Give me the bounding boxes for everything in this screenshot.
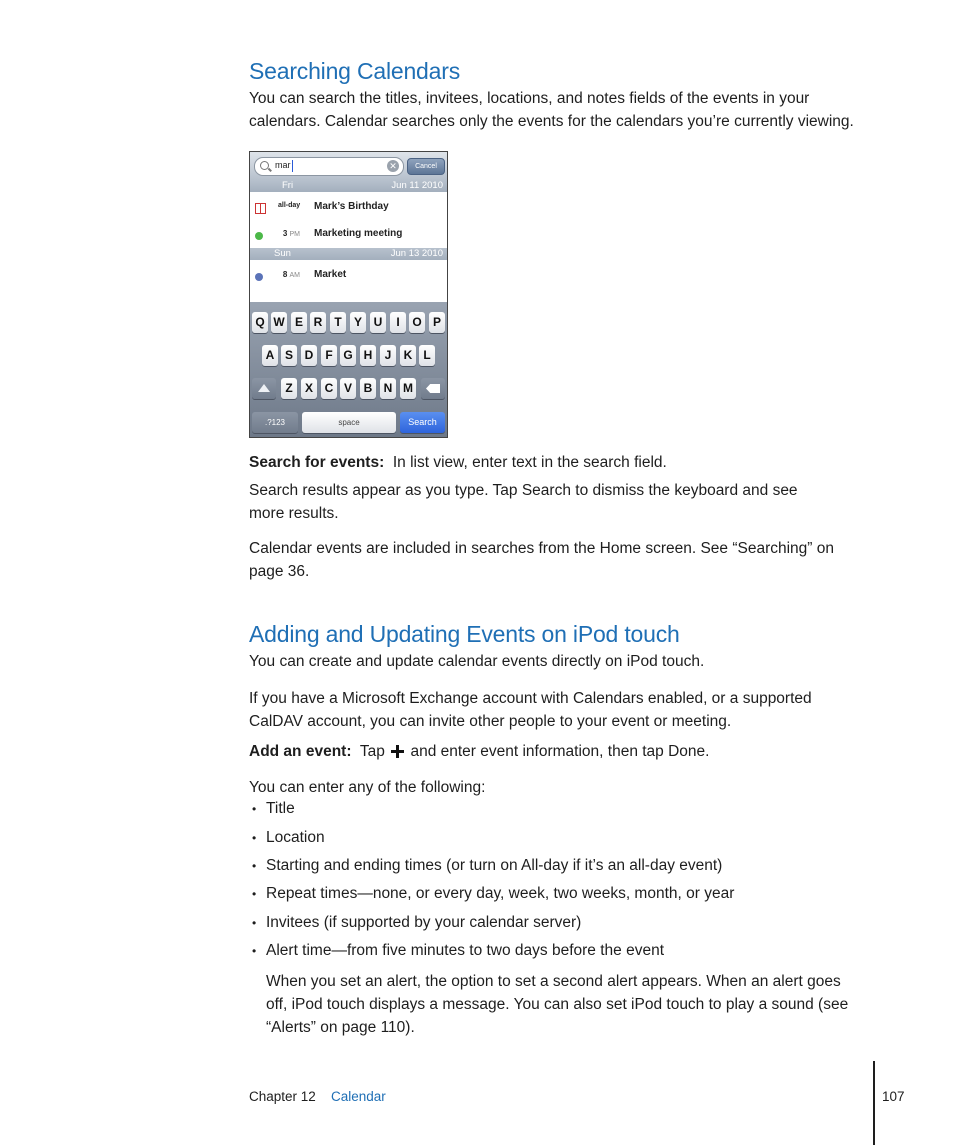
day-header-day: Sun <box>274 248 291 259</box>
exchange-line-1: If you have a Microsoft Exchange account with Calendars enabled, or a supported <box>249 690 812 707</box>
key-r[interactable]: R <box>310 312 326 333</box>
key-n[interactable]: N <box>380 378 396 399</box>
key-m[interactable]: M <box>400 378 416 399</box>
key-q[interactable]: Q <box>252 312 268 333</box>
add-event-post: and enter event information, then tap Done. <box>410 743 710 760</box>
key-g[interactable]: G <box>340 345 356 366</box>
key-e[interactable]: E <box>291 312 307 333</box>
key-y[interactable]: Y <box>350 312 366 333</box>
calendar-color-dot <box>255 232 263 240</box>
key-a[interactable]: A <box>262 345 278 366</box>
key-w[interactable]: W <box>271 312 287 333</box>
key-u[interactable]: U <box>370 312 386 333</box>
day-header-date: Jun 13 2010 <box>390 248 443 259</box>
any-following: You can enter any of the following: <box>249 779 486 796</box>
list-item: • Invitees (if supported by your calendar server) <box>266 914 581 932</box>
key-j[interactable]: J <box>380 345 396 366</box>
backspace-icon <box>426 384 440 393</box>
list-item: • Repeat times—none, or every day, week, two weeks, month, or year <box>266 885 734 903</box>
search-events-text: In list view, enter text in the search field. <box>392 454 667 471</box>
add-event-lead: Add an event: <box>249 743 352 760</box>
list-item: • Starting and ending times (or turn on All-day if it’s an all-day event) <box>266 857 722 875</box>
shift-key[interactable] <box>252 378 276 399</box>
numbers-key[interactable]: .?123 <box>252 412 298 433</box>
alert-line-3: “Alerts” on page 110). <box>266 1019 415 1036</box>
alert-line-1: When you set an alert, the option to set a second alert appears. When an alert goes <box>266 973 841 990</box>
key-c[interactable]: C <box>321 378 337 399</box>
footer-chapter: Chapter 12 <box>249 1089 316 1104</box>
search-input[interactable] <box>254 157 404 176</box>
key-z[interactable]: Z <box>281 378 297 399</box>
intro-line-1: You can search the titles, invitees, locations, and notes fields of the events in your <box>249 90 810 107</box>
key-l[interactable]: L <box>419 345 435 366</box>
key-t[interactable]: T <box>330 312 346 333</box>
footer-divider <box>873 1061 875 1145</box>
shift-icon <box>258 384 270 392</box>
home-line-1: Calendar events are included in searches from the Home screen. See “Searching” on <box>249 540 835 557</box>
section-heading-searching: Searching Calendars <box>249 58 460 84</box>
add-event-pre: Tap <box>359 743 385 760</box>
page-number: 107 <box>882 1089 905 1104</box>
onscreen-keyboard <box>250 302 447 437</box>
event-title: Marketing meeting <box>314 228 403 239</box>
search-bar <box>250 152 447 181</box>
key-i[interactable]: I <box>390 312 406 333</box>
search-key[interactable]: Search <box>400 412 445 433</box>
key-k[interactable]: K <box>400 345 416 366</box>
event-title: Mark’s Birthday <box>314 201 389 212</box>
list-item: • Alert time—from five minutes to two days before the event <box>266 942 664 960</box>
search-icon <box>260 161 269 170</box>
key-o[interactable]: O <box>409 312 425 333</box>
space-key[interactable]: space <box>302 412 396 433</box>
search-input-text: mar <box>275 160 291 170</box>
alert-line-2: off, iPod touch displays a message. You can also set iPod touch to play a sound (see <box>266 996 849 1013</box>
list-item: • Title <box>266 800 295 818</box>
calendar-search-screenshot <box>249 151 448 438</box>
delete-key[interactable] <box>421 378 445 399</box>
key-s[interactable]: S <box>281 345 297 366</box>
add-event-instruction <box>249 740 709 763</box>
section-heading-adding-events: Adding and Updating Events on iPod touch <box>249 621 680 647</box>
key-v[interactable]: V <box>340 378 356 399</box>
day-header-date: Jun 11 2010 <box>391 180 443 191</box>
results-line-1: Search results appear as you type. Tap Search to dismiss the keyboard and see <box>249 482 798 499</box>
intro-line-2: calendars. Calendar searches only the events for the calendars you’re currently viewing. <box>249 113 854 130</box>
day-header <box>250 180 447 192</box>
cancel-button[interactable]: Cancel <box>407 158 445 175</box>
search-events-instruction <box>249 451 667 474</box>
exchange-line-2: CalDAV account, you can invite other people to your event or meeting. <box>249 713 732 730</box>
key-p[interactable]: P <box>429 312 445 333</box>
search-events-lead: Search for events: <box>249 454 385 471</box>
results-line-2: more results. <box>249 505 339 522</box>
event-time: all-day <box>278 202 301 209</box>
event-time: 3 PM <box>282 229 300 238</box>
key-h[interactable]: H <box>360 345 376 366</box>
text-caret <box>292 160 293 172</box>
add-icon <box>391 745 404 758</box>
calendar-color-dot <box>255 273 263 281</box>
key-b[interactable]: B <box>360 378 376 399</box>
clear-icon[interactable]: ✕ <box>387 160 399 172</box>
key-d[interactable]: D <box>301 345 317 366</box>
event-row[interactable] <box>250 262 447 289</box>
key-x[interactable]: X <box>301 378 317 399</box>
key-f[interactable]: F <box>321 345 337 366</box>
event-row[interactable] <box>250 221 447 248</box>
event-row[interactable] <box>250 194 447 221</box>
event-title: Market <box>314 269 347 280</box>
day-header <box>250 248 447 260</box>
section2-intro: You can create and update calendar events directly on iPod touch. <box>249 653 705 670</box>
home-line-2: page 36. <box>249 563 310 580</box>
day-header-day: Fri <box>282 180 294 191</box>
list-item: • Location <box>266 829 325 847</box>
footer-chapter-name: Calendar <box>331 1089 386 1104</box>
event-time: 8 AM <box>282 270 300 279</box>
gift-icon <box>255 203 266 214</box>
